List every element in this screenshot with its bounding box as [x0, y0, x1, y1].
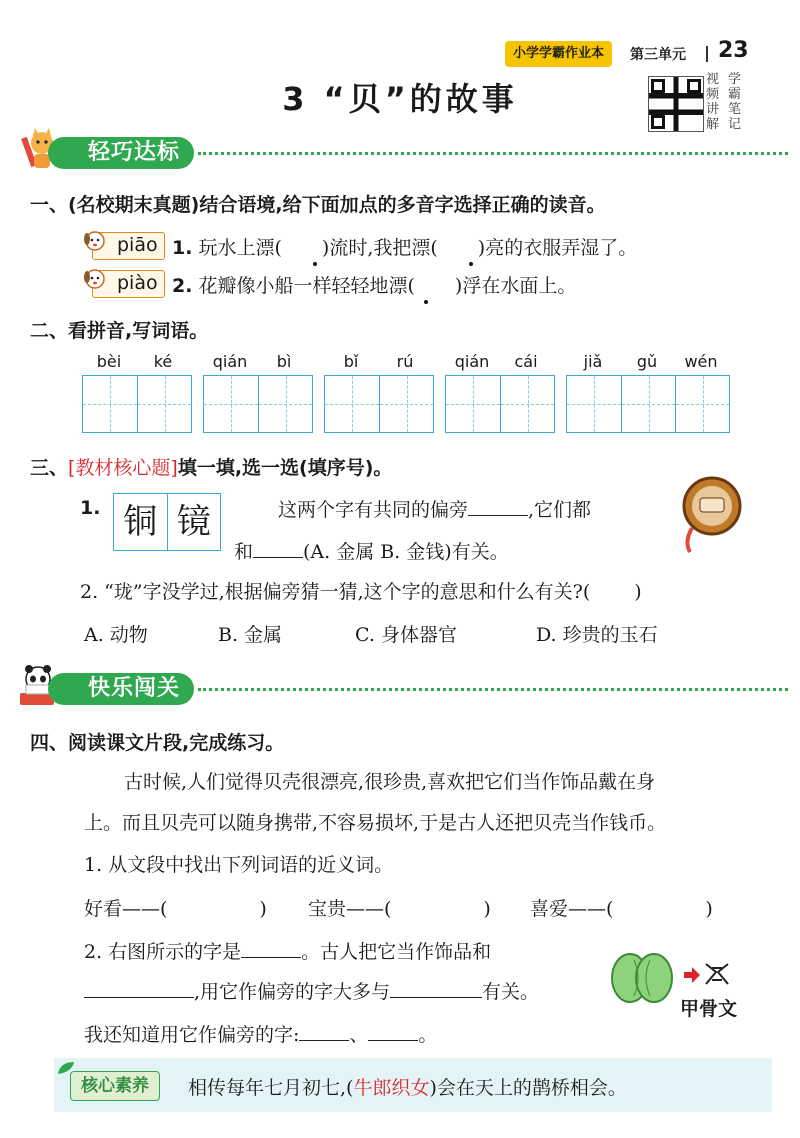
word-group-4	[445, 352, 555, 433]
banner-title: 快乐闯关	[48, 673, 194, 705]
item-text: )流时,我把漂(	[321, 237, 438, 259]
grid-cell[interactable]	[621, 376, 675, 432]
grid-cell[interactable]	[446, 376, 500, 432]
q4-sub2-line3	[84, 1020, 437, 1047]
item-text: )	[259, 898, 267, 920]
section-banner-easy	[18, 137, 788, 169]
item-text: )	[705, 898, 713, 920]
pinyin-option-text: piāo	[117, 234, 158, 256]
pinyin-label: cái	[514, 352, 538, 371]
word-group-2	[203, 352, 313, 433]
emphasis-dot	[424, 300, 428, 304]
item-text: 花瓣像小船一样轻轻地漂(	[198, 275, 415, 297]
page-title: 3 “贝”的故事	[282, 80, 518, 118]
section-banner-challenge	[18, 673, 788, 705]
item-text: 好看——(	[84, 898, 168, 920]
item-text: 玩水上漂(	[198, 237, 282, 259]
pinyin-label: qián	[212, 352, 248, 371]
core-literacy-label: 核心素养	[70, 1071, 160, 1101]
grid-cell[interactable]	[258, 376, 312, 432]
study-notes-label: 学霸笔记	[728, 72, 742, 132]
item-text: 。	[418, 1024, 438, 1046]
question-4-heading: 四、阅读课文片段,完成练习。	[30, 732, 285, 754]
item-text: ,它们都	[528, 499, 592, 521]
q3-item1-line2	[234, 537, 509, 564]
pinyin-label: jiǎ	[583, 352, 603, 371]
writing-grid[interactable]	[203, 375, 313, 433]
character-cell: 铜	[123, 502, 158, 542]
choice-d: D. 珍贵的玉石	[536, 624, 658, 646]
pinyin-label: wén	[684, 352, 718, 371]
choice-a: A. 动物	[84, 624, 148, 646]
synonym-item-1	[84, 894, 267, 921]
core-literacy-text	[188, 1073, 627, 1100]
writing-grid[interactable]	[324, 375, 434, 433]
pinyin-option-1	[92, 232, 165, 260]
question-3-heading	[30, 453, 392, 480]
pinyin-option-text: piào	[117, 272, 158, 294]
dog-mascot-icon	[83, 229, 107, 259]
emphasis-dot	[313, 262, 317, 266]
q3-item1-line1	[278, 495, 591, 522]
banner-dotted-line	[198, 152, 788, 155]
item-text: ,用它作偏旁的字大多与	[194, 981, 391, 1003]
item-number: 2.	[172, 275, 193, 297]
answer-blank[interactable]	[241, 957, 301, 958]
synonym-item-2	[308, 894, 491, 921]
item-text: 和	[234, 541, 254, 563]
item-text: )浮在水面上。	[454, 275, 577, 297]
q4-sub1: 1. 从文段中找出下列词语的近义词。	[84, 854, 394, 876]
banner-dotted-line	[198, 688, 788, 691]
word-group-1	[82, 352, 192, 433]
choice-c: C. 身体器官	[355, 624, 457, 646]
pinyin-label: qián	[454, 352, 490, 371]
writing-grid[interactable]	[566, 375, 730, 433]
heading-text: 填一填,选一选(填序号)。	[177, 457, 393, 479]
pinyin-label: gǔ	[636, 352, 658, 371]
footer-text: )会在天上的鹊桥相会。	[429, 1077, 627, 1099]
oracle-bone-label: 甲骨文	[680, 998, 738, 1020]
answer-blank[interactable]	[368, 1040, 418, 1041]
emphasis-dot	[469, 262, 473, 266]
item-text: )亮的衣服弄湿了。	[477, 237, 638, 259]
q4-sub2-line2	[84, 977, 539, 1004]
choice-b: B. 金属	[218, 624, 283, 646]
header-divider	[706, 46, 708, 62]
pinyin-label: bèi	[96, 352, 122, 371]
highlight-text: 牛郎织女	[353, 1077, 430, 1099]
answer-blank[interactable]	[84, 997, 194, 998]
grid-cell[interactable]	[204, 376, 258, 432]
word-group-5	[566, 352, 730, 433]
question-1-heading: 一、(名校期末真题)结合语境,给下面加点的多音字选择正确的读音。	[30, 194, 606, 216]
grid-cell[interactable]	[675, 376, 729, 432]
answer-blank[interactable]	[253, 557, 303, 558]
item-number: 1.	[172, 237, 193, 259]
pinyin-option-2	[92, 270, 165, 298]
item-text: 喜爱——(	[530, 898, 614, 920]
item-text: 宝贵——(	[308, 898, 392, 920]
item-number: 1.	[80, 497, 101, 519]
item-text: 2. “珑”字没学过,根据偏旁猜一猜,这个字的意思和什么有关?(	[80, 581, 591, 603]
core-question-tag: [教材核心题]	[68, 457, 178, 479]
pinyin-label: bì	[276, 352, 292, 371]
q3-item2	[80, 577, 642, 604]
grid-cell[interactable]	[325, 376, 379, 432]
item-text: 这两个字有共同的偏旁	[278, 499, 469, 521]
bronze-mirror-icon	[676, 472, 744, 556]
passage-line-2: 上。而且贝壳可以随身携带,不容易损坏,于是古人还把贝壳当作钱币。	[84, 812, 667, 834]
brand-badge: 小学学霸作业本	[505, 41, 612, 67]
dog-mascot-icon	[83, 267, 107, 297]
word-group-3	[324, 352, 434, 433]
answer-blank[interactable]	[468, 515, 528, 516]
pinyin-label: ké	[153, 352, 173, 371]
heading-prefix: 三、	[30, 457, 69, 479]
item-text: (A. 金属 B. 金钱)有关。	[303, 541, 509, 563]
grid-cell[interactable]	[83, 376, 137, 432]
item-text: 我还知道用它作偏旁的字:	[84, 1024, 300, 1046]
item-text: 2. 右图所示的字是	[84, 941, 242, 963]
q1-item-2	[172, 271, 576, 298]
character-cell: 镜	[167, 494, 221, 550]
unit-label: 第三单元	[630, 47, 686, 63]
pinyin-label: bǐ	[343, 352, 359, 371]
question-2-heading: 二、看拼音,写词语。	[30, 320, 209, 342]
video-explain-label: 视频讲解	[706, 72, 720, 132]
footer-text: 相传每年七月初七,(	[188, 1077, 354, 1099]
banner-title: 轻巧达标	[48, 137, 194, 169]
q1-item-1	[172, 233, 637, 260]
grid-cell[interactable]	[137, 376, 191, 432]
grid-cell[interactable]	[500, 376, 554, 432]
item-text: 、	[349, 1024, 369, 1046]
answer-blank[interactable]	[299, 1040, 349, 1041]
passage-line-1: 古时候,人们觉得贝壳很漂亮,很珍贵,喜欢把它们当作饰品戴在身	[124, 771, 656, 793]
grid-cell[interactable]	[379, 376, 433, 432]
item-text: )	[483, 898, 491, 920]
character-box	[113, 493, 221, 551]
synonym-item-3	[530, 894, 713, 921]
item-text: )	[634, 581, 642, 603]
item-text: 。古人把它当作饰品和	[301, 941, 492, 963]
answer-blank[interactable]	[390, 997, 482, 998]
item-text: 有关。	[482, 981, 540, 1003]
writing-grid[interactable]	[82, 375, 192, 433]
qr-code-icon[interactable]	[648, 76, 704, 132]
page-number: 23	[718, 38, 749, 63]
q4-sub2-line1	[84, 937, 491, 964]
grid-cell[interactable]	[567, 376, 621, 432]
pinyin-label: rú	[396, 352, 414, 371]
writing-grid[interactable]	[445, 375, 555, 433]
